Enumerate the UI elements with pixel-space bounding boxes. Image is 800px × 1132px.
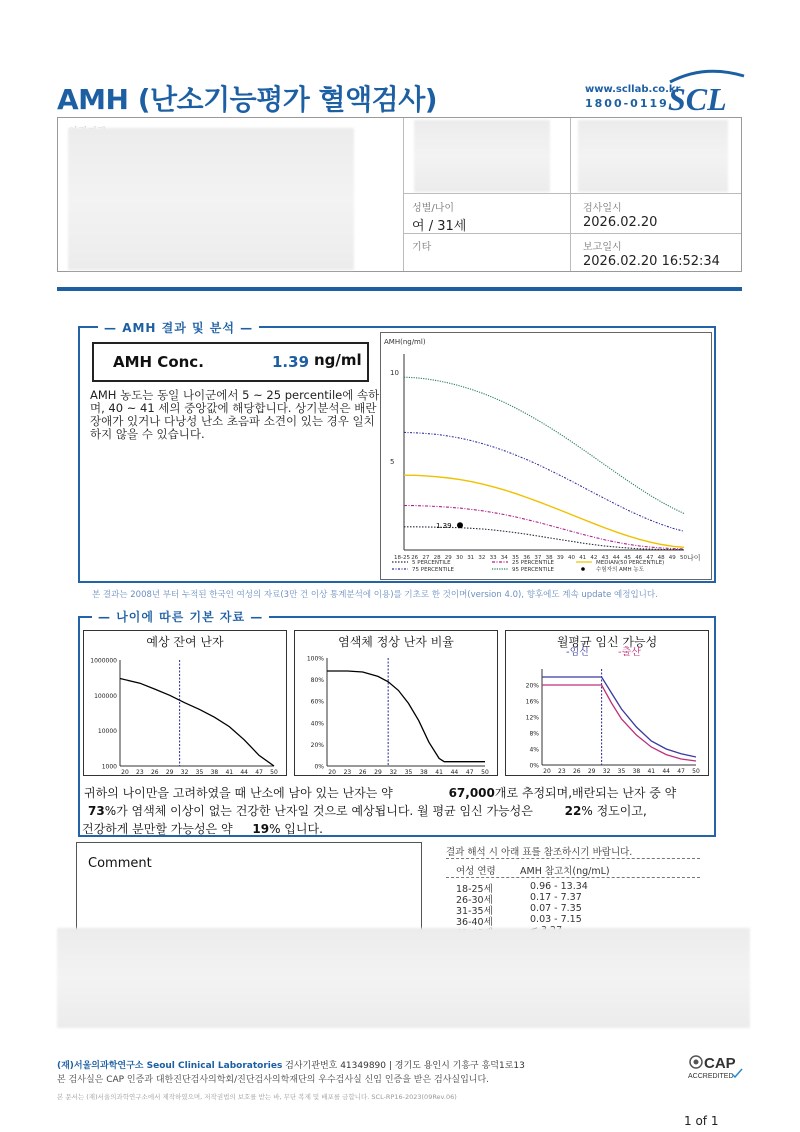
legend-birth: -출산 xyxy=(618,647,641,658)
birth-pct: 19 xyxy=(252,822,270,836)
y-tick-label: 1000 xyxy=(101,763,117,771)
y-tick-label: 10 xyxy=(390,368,399,377)
x-tick-label: 44 xyxy=(450,769,459,774)
x-tick-label: 26 xyxy=(411,555,419,561)
x-tick-label: 36 xyxy=(523,555,531,561)
comment-label: Comment xyxy=(88,856,152,871)
age-section-title: — 나이에 따른 기본 자료 — xyxy=(92,608,269,625)
amh-interpretation: AMH 농도는 동일 나이군에서 5 ~ 25 percentile에 속하며, 40 ~ 41 세의 중앙값에 해당합니다. 상기분석은 배란장애가 있거나 다낭성 난소 초음파 소견이 있는 경우 일치하지 않을 수 있습니다. xyxy=(90,388,380,441)
ref-row-age: 18-25세 xyxy=(456,884,493,895)
normal-pct: 73 xyxy=(88,804,105,818)
report-date-label: 보고일시 xyxy=(583,242,622,253)
legend-pregnancy: -임신 xyxy=(566,647,589,658)
x-tick-label: 32 xyxy=(180,769,189,774)
x-tick-label: 41 xyxy=(435,769,443,774)
x-tick-label: 42 xyxy=(590,555,598,561)
header-divider xyxy=(57,287,742,291)
test-date-label: 검사일시 xyxy=(583,203,622,214)
other-label: 기타 xyxy=(412,242,432,253)
x-tick-label: 26 xyxy=(150,769,159,774)
ref-col-value: AMH 참고치(ng/mL) xyxy=(520,866,610,877)
x-tick-label: 28 xyxy=(433,555,441,561)
y-tick-label: 20% xyxy=(310,741,324,749)
x-tick-label: 50 xyxy=(270,769,278,774)
legend-label: 95 PERCENTILE xyxy=(512,567,555,573)
ref-row-value: 0.96 - 13.34 xyxy=(530,881,588,892)
x-tick-label: 41 xyxy=(225,769,234,774)
x-tick-label: 29 xyxy=(374,769,382,774)
x-tick-label: 20 xyxy=(121,769,129,774)
x-tick-label: 41 xyxy=(579,555,587,561)
x-tick-label: 48 xyxy=(657,555,665,561)
x-tick-label: 45 xyxy=(624,555,631,561)
y-tick-label: 40% xyxy=(310,720,324,728)
x-tick-label: 23 xyxy=(136,769,144,774)
x-tick-label: 35 xyxy=(404,769,413,774)
x-tick-label: 20 xyxy=(328,769,336,774)
ref-row-value: 0.03 - 7.15 xyxy=(530,914,582,925)
legend-label: MEDIAN(50 PERCENTILE) xyxy=(596,560,665,566)
x-tick-label: 29 xyxy=(165,769,174,774)
x-tick-label: 41 xyxy=(647,768,656,774)
summary-line-3: 건강하게 분만할 가능성은 약 19% 입니다. xyxy=(82,822,323,836)
y-tick-label: 100000 xyxy=(94,692,117,700)
amh-section-title: — AMH 결과 및 분석 — xyxy=(98,319,259,336)
lab-phone: 1800-0119 xyxy=(585,97,669,110)
y-tick-label: 8% xyxy=(529,730,539,738)
pregnancy-title: 월평균 임신 가능성 xyxy=(556,635,658,649)
footer-org-line: (재)서울의과학연구소 Seoul Clinical Laboratories 검사기관번호 41349890 | 경기도 용인시 기흥구 흥덕1로13 xyxy=(57,1061,525,1071)
legend-marker xyxy=(581,567,585,571)
sex-age-value: 여 / 31세 xyxy=(412,219,467,234)
redacted-name xyxy=(414,120,550,192)
x-axis-label: 나이 xyxy=(687,554,701,562)
reference-caption: 결과 해석 시 아래 표를 참조하시기 바랍니다. xyxy=(446,847,633,858)
x-tick-label: 32 xyxy=(389,769,398,774)
x-tick-label: 38 xyxy=(210,769,219,774)
legend-label: 25 PERCENTILE xyxy=(512,560,555,566)
x-tick-label: 23 xyxy=(558,768,566,774)
series-line xyxy=(542,677,696,757)
logo-text: SCL xyxy=(668,81,727,114)
x-tick-label: 49 xyxy=(668,555,676,561)
x-tick-label: 29 xyxy=(587,768,596,774)
x-tick-label: 35 xyxy=(195,769,204,774)
amh-conc-label: AMH Conc. xyxy=(113,353,204,371)
eggs-count: 67,000 xyxy=(448,786,495,800)
x-tick-label: 40 xyxy=(568,555,575,561)
y-tick-label: 0% xyxy=(314,763,324,771)
normal-egg-chart xyxy=(295,648,497,774)
y-tick-label: 4% xyxy=(529,746,539,754)
y-tick-label: 10000 xyxy=(97,728,117,736)
series-line xyxy=(542,685,696,761)
y-axis-label: AMH(ng/ml) xyxy=(384,338,426,346)
y-tick-label: 0% xyxy=(529,762,539,770)
x-tick-label: 37 xyxy=(534,555,542,561)
redacted-id xyxy=(578,120,728,192)
series-line xyxy=(120,679,274,767)
amh-percentile-chart xyxy=(380,332,712,580)
y-tick-label: 20% xyxy=(525,682,539,690)
data-source-note: 본 결과는 2008년 부터 누적된 한국인 여성의 자료(3만 건 이상 통계분석에 이용)를 기초로 한 것이며(version 4.0), 향후에도 계속 update 예정입니다. xyxy=(92,590,658,600)
patient-info-table xyxy=(57,117,742,272)
x-tick-label: 30 xyxy=(456,555,463,561)
x-tick-label: 20 xyxy=(543,768,551,774)
footer-copyright: 본 문서는 (재)서울의과학연구소에서 제작하였으며, 저작권법의 보호를 받는 바, 무단 복제 및 배포를 금합니다. SCL-RP16-2023(09Rev.06) xyxy=(57,1093,457,1101)
redacted-footer xyxy=(57,928,750,1028)
y-tick-label: 5 xyxy=(390,457,395,466)
pregnancy-chart xyxy=(506,645,708,774)
test-date-value: 2026.02.20 xyxy=(583,215,658,230)
legend-label: 수험자의 AMH 농도 xyxy=(596,567,645,573)
x-tick-label: 26 xyxy=(358,769,367,774)
y-tick-label: 1000000 xyxy=(90,657,117,665)
x-tick-label: 44 xyxy=(612,555,620,561)
x-tick-label: 47 xyxy=(465,769,474,774)
y-tick-label: 80% xyxy=(310,677,324,685)
x-tick-label: 44 xyxy=(662,768,671,774)
chart-frame xyxy=(381,333,712,580)
x-tick-label: 39 xyxy=(556,555,564,561)
ref-row-age: 26-30세 xyxy=(456,895,493,906)
x-tick-label: 43 xyxy=(601,555,609,561)
sex-age-label: 성별/나이 xyxy=(412,203,455,214)
x-tick-label: 32 xyxy=(602,768,611,774)
ref-row-value: 0.17 - 7.37 xyxy=(530,892,582,903)
remaining-eggs-title: 예상 잔여 난자 xyxy=(146,635,224,649)
patient-marker xyxy=(457,522,463,528)
y-tick-label: 60% xyxy=(310,698,324,706)
x-tick-label: 47 xyxy=(646,555,654,561)
x-tick-label: 29 xyxy=(444,555,452,561)
x-tick-label: 27 xyxy=(422,555,430,561)
pregnancy-pct: 22 xyxy=(564,804,582,818)
svg-text:ACCREDITED: ACCREDITED xyxy=(688,1073,734,1080)
x-tick-label: 23 xyxy=(343,769,352,774)
x-tick-label: 32 xyxy=(478,555,486,561)
page-title: AMH (난소기능평가 혈액검사) xyxy=(57,83,438,116)
ref-col-age: 여성 연령 xyxy=(456,866,496,877)
x-tick-label: 34 xyxy=(500,555,508,561)
x-tick-label: 47 xyxy=(255,769,263,774)
ref-row-age: 36-40세 xyxy=(456,917,493,928)
ref-row-value: 0.07 - 7.35 xyxy=(530,903,582,914)
amh-conc-value: 1.39 xyxy=(272,353,310,371)
legend-label: 75 PERCENTILE xyxy=(412,567,455,573)
x-tick-label: 50 xyxy=(692,768,700,774)
svg-text:CAP: CAP xyxy=(704,1055,736,1072)
summary-line-1: 귀하의 나이만을 고려하였을 때 난소에 남아 있는 난자는 약 67,000개로 추정되며,배란되는 난자 중 약 xyxy=(84,786,677,800)
x-tick-label: 35 xyxy=(617,768,626,774)
lab-website: www.scllab.co.kr xyxy=(585,84,681,95)
x-tick-label: 18-25 xyxy=(394,555,410,561)
report-date-value: 2026.02.20 16:52:34 xyxy=(583,254,720,269)
cap-accredited-logo xyxy=(686,1052,746,1086)
redacted-org xyxy=(68,128,354,270)
x-tick-label: 35 xyxy=(512,555,519,561)
x-tick-label: 26 xyxy=(572,768,581,774)
x-tick-label: 38 xyxy=(632,768,641,774)
ref-row-age: 31-35세 xyxy=(456,906,493,917)
x-tick-label: 31 xyxy=(467,555,475,561)
summary-line-2: 73%가 염색체 이상이 없는 건강한 난자일 것으로 예상됩니다. 월 평균 임신 가능성은 22% 정도이고, xyxy=(88,804,647,818)
patient-marker-label: 1.39 xyxy=(436,522,452,531)
footer-cert-line: 본 검사실은 CAP 인증과 대한진단검사의학회/진단검사의학재단의 우수검사실 신임 인증을 받은 검사실입니다. xyxy=(57,1075,490,1085)
legend-label: 5 PERCENTILE xyxy=(412,560,451,566)
page-number: 1 of 1 xyxy=(684,1114,719,1128)
x-tick-label: 46 xyxy=(635,555,643,561)
remaining-eggs-chart xyxy=(84,648,286,774)
x-tick-label: 38 xyxy=(545,555,553,561)
x-tick-label: 44 xyxy=(240,769,249,774)
x-tick-label: 50 xyxy=(481,769,489,774)
scl-logo xyxy=(664,68,748,114)
amh-conc-unit: ng/ml xyxy=(314,351,362,369)
y-tick-label: 100% xyxy=(306,655,324,663)
x-tick-label: 38 xyxy=(420,769,428,774)
series-line xyxy=(327,671,485,762)
y-tick-label: 16% xyxy=(525,698,539,706)
x-tick-label: 47 xyxy=(677,768,685,774)
normal-egg-title: 염색체 정상 난자 비율 xyxy=(338,635,454,649)
y-tick-label: 12% xyxy=(525,714,539,722)
x-tick-label: 50 xyxy=(680,555,687,561)
x-tick-label: 33 xyxy=(489,555,497,561)
